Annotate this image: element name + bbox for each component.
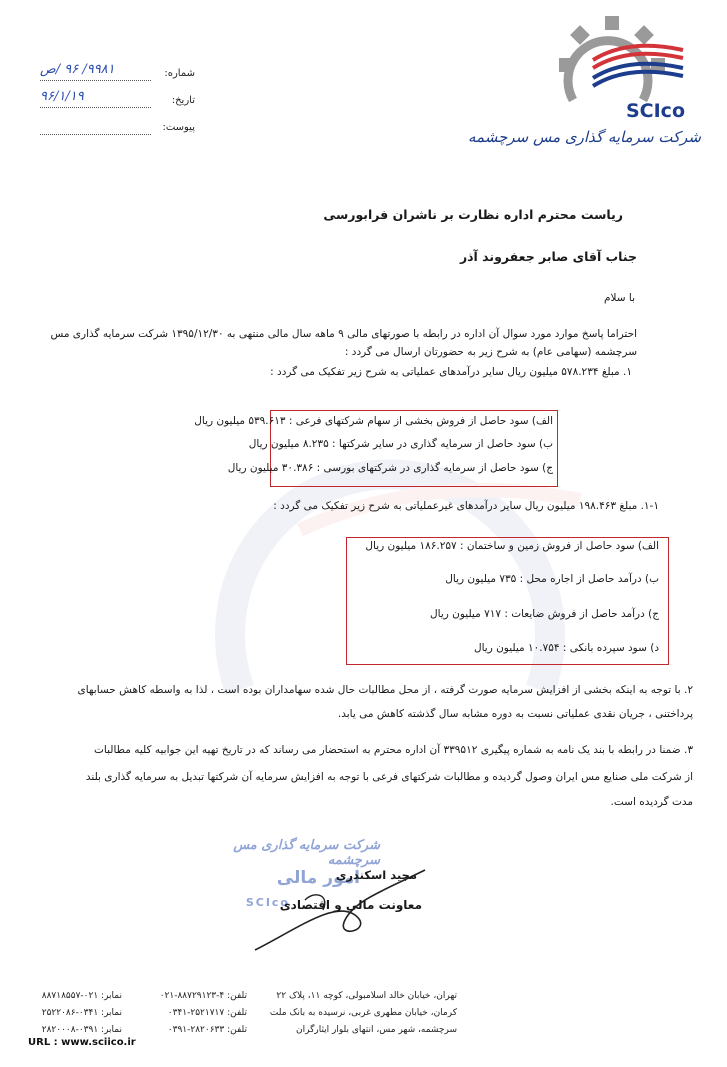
stamp-line-2: امور مالی [276, 868, 360, 888]
letter-number-value: ۹۹۸۱/ ۹۶ /ص [40, 62, 115, 77]
brand-name: SCIco [625, 100, 685, 122]
section-3-line-2: از شرکت ملی صنایع مس ایران وصول گردیده و مطالبات شرکتهای فرعی با توجه به افزایش سرمایه آن شرکتها تبدیل به سرمایه گذاری بلند [85, 771, 693, 783]
letter-number-label: شماره: [164, 68, 195, 79]
section-1-item: ج) سود حاصل از سرمایه گذاری در شرکتهای بورسی : ۳۰.۳۸۶ میلیون ریال [227, 462, 553, 474]
section-1-item: الف) سود حاصل از فروش بخشی از سهام شرکتهای فرعی : ۵۳۹.۶۱۳ میلیون ریال [194, 415, 553, 427]
section-1-1-item: الف) سود حاصل از فروش زمین و ساختمان : ۱۸۶.۲۵۷ میلیون ریال [365, 540, 659, 552]
recipient-line-2: جناب آقای صابر جعفروند آذر [459, 249, 637, 264]
signatory-name: مجید اسکندری [335, 868, 417, 882]
section-1-1-item: ب) درآمد حاصل از اجاره محل : ۷۳۵ میلیون ریال [445, 573, 659, 585]
section-3-line-3: مدت گردیده است. [610, 796, 693, 808]
letter-attachment [20, 120, 195, 138]
footer-fax: نمابر: ۰۳۴۱-۲۵۲۲۰۸۶ [41, 1008, 122, 1018]
section-3-line-1: ۳. ضمنا در رابطه با بند یک نامه به شماره پیگیری ۳۳۹۵۱۲ آن اداره محترم به استحضار می رساند که در تاریخ تهیه این جوابیه کلیه مطالبات [94, 744, 693, 756]
dotted-line [40, 134, 151, 135]
dotted-line [40, 80, 151, 81]
signatory-title: معاونت مالی و اقتصادی [279, 898, 422, 912]
section-1-1-title: ۱-۱. مبلغ ۱۹۸.۴۶۳ میلیون ریال سایر درآمدهای غیرعملیاتی به شرح زیر تفکیک می گردد : [273, 500, 659, 512]
section-2-rest: پرداختنی ، جریان نقدی عملیاتی نسبت به دوره مشابه سال گذشته کاهش می یابد. [337, 708, 693, 720]
section-1-title: ۱. مبلغ ۵۷۸.۲۳۴ میلیون ریال سایر درآمدهای عملیاتی به شرح زیر تفکیک می گردد : [270, 366, 632, 378]
letter-date-label: تاریخ: [171, 95, 195, 106]
footer-address: سرچشمه، شهر مس، انتهای بلوار ایثارگران [296, 1025, 457, 1035]
letter-attachment-label: پیوست: [162, 122, 195, 133]
section-2-lead: ۲. با توجه به اینکه بخشی از افزایش سرمایه صورت گرفته ، از محل مطالبات حال شده سهامداران بوده است ، لذا به واسطه کاهش حسابهای [77, 684, 693, 696]
footer-phone: تلفن: ۲۵۲۱۷۱۷-۰۳۴۱ [167, 1008, 247, 1018]
footer-phone: تلفن: ۴-۸۸۷۲۹۱۲۳-۰۲۱ [159, 991, 247, 1001]
footer-phone: تلفن: ۲۸۲۰۶۳۳-۰۳۹۱ [167, 1025, 247, 1035]
letter-date-value: ۹۶/۱/۱۹ [40, 89, 84, 104]
section-1-item: ب) سود حاصل از سرمایه گذاری در سایر شرکتها : ۸.۲۳۵ میلیون ریال [248, 438, 553, 450]
letter-date [20, 89, 195, 111]
footer-address: کرمان، خیابان مطهری غربی، نرسیده به بانک ملت [269, 1008, 457, 1018]
greeting: با سلام [603, 292, 635, 304]
stamp-line-1: شرکت سرمایه گذاری مس سرچشمه [233, 838, 380, 868]
intro-paragraph: احتراما پاسخ موارد مورد سوال آن اداره در رابطه با صورتهای مالی ۹ ماهه سال مالی منتهی به ۱۳۹۵/۱۲/۳۰ شرکت سرمایه گذاری مس سرچشمه (سهامی عام) به شرح زیر به حضورتان ارسال می گردد : [50, 328, 637, 358]
letter-number [20, 62, 195, 84]
dotted-line [40, 107, 151, 108]
recipient-line-1: ریاست محترم اداره نظارت بر ناشران فرابورسی [323, 207, 623, 222]
section-1-1-item: د) سود سپرده بانکی : ۱۰.۷۵۴ میلیون ریال [473, 642, 659, 654]
stamp-line-3: SCIco [245, 896, 290, 909]
footer-fax: نمابر: ۰۳۹۱-۲۸۲۰۰۰۸ [41, 1025, 122, 1035]
section-1-1-item: ج) درآمد حاصل از فروش ضایعات : ۷۱۷ میلیون ریال [429, 608, 659, 620]
company-name-script: شرکت سرمایه گذاری مس سرچشمه [468, 128, 701, 146]
footer-url[interactable]: URL : www.sciico.ir [28, 1037, 136, 1048]
footer-address: تهران، خیابان خالد اسلامبولی، کوچه ۱۱، پلاک ۲۲ [276, 991, 457, 1001]
footer-fax: نمابر: ۰۲۱-۸۸۷۱۸۵۵۷ [41, 991, 122, 1001]
